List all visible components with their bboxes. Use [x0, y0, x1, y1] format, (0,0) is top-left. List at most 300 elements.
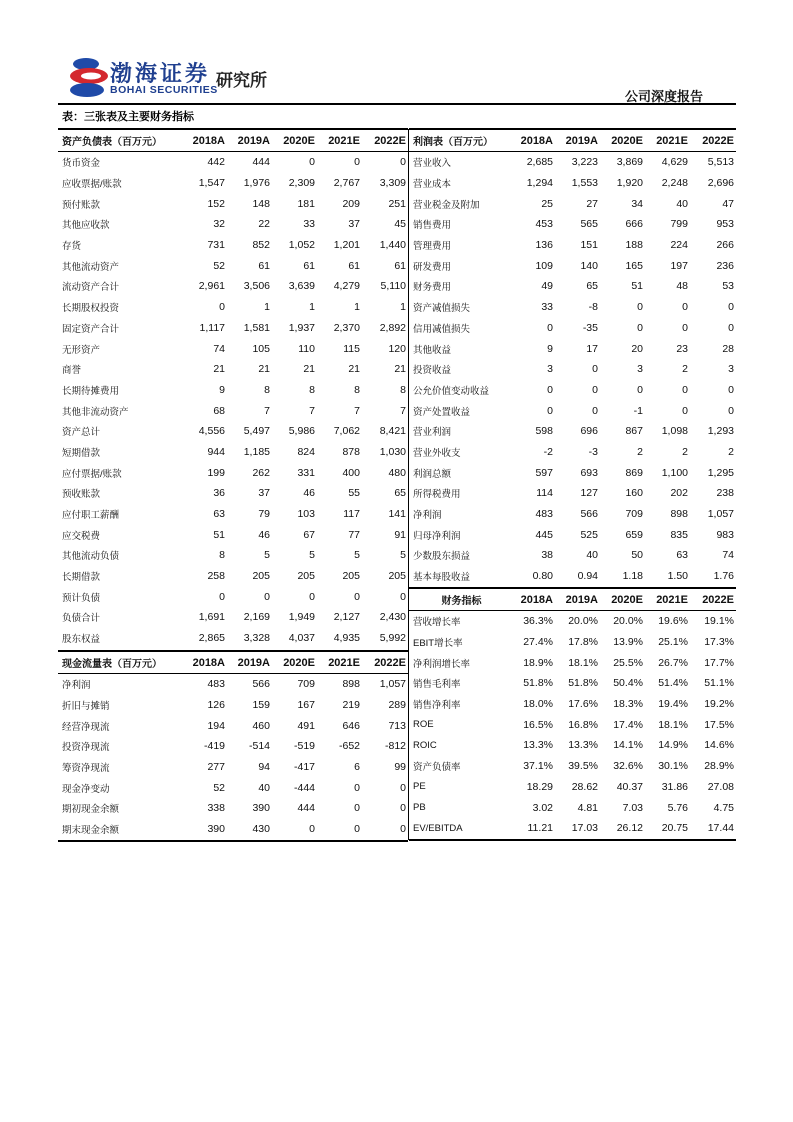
- cell-value: 0: [547, 404, 553, 417]
- cell-value: -652: [338, 740, 360, 753]
- cell-value: 55: [348, 487, 360, 500]
- cell-value: 0.80: [532, 570, 553, 583]
- cell-value: 16.8%: [568, 718, 598, 731]
- cell-value: 566: [252, 678, 270, 691]
- cell-value: 20.0%: [613, 615, 643, 628]
- cell-value: 141: [388, 508, 406, 521]
- cell-value: 390: [182, 819, 227, 841]
- table-row: [58, 674, 408, 695]
- cell-value: 0: [400, 156, 406, 169]
- cell-value: 3: [637, 363, 643, 376]
- cell-value: 3,506: [243, 280, 270, 293]
- year-header: 2022E: [362, 651, 408, 674]
- cell-value: 0: [309, 156, 315, 169]
- cell-value: 91: [394, 528, 406, 541]
- year-header: 2021E: [645, 129, 690, 152]
- cell-value: 61: [348, 259, 360, 272]
- cell-value: 205: [252, 570, 270, 583]
- cell-value: 33: [541, 301, 553, 314]
- cell-value: 152: [207, 197, 225, 210]
- cell-value: 1,030: [379, 445, 406, 458]
- cell-value: 18.9%: [523, 656, 553, 669]
- cell-value: 251: [388, 197, 406, 210]
- cell-value: 46: [303, 487, 315, 500]
- cell-value: 2,430: [379, 611, 406, 624]
- cell-value: 28.62: [571, 780, 598, 793]
- table-title: 表：三张表及主要财务指标: [62, 110, 194, 123]
- cell-value: 8: [354, 383, 360, 396]
- cell-value: 898: [670, 508, 688, 521]
- cell-value: 103: [297, 508, 315, 521]
- cell-value: 19.4%: [658, 698, 688, 711]
- cell-value: 3,223: [571, 156, 598, 169]
- cell-value: 799: [670, 218, 688, 231]
- row-label: 期末现金余额: [58, 819, 182, 841]
- cell-value: 53: [722, 280, 734, 293]
- cell-value: 40: [586, 549, 598, 562]
- cell-value: 2,767: [333, 177, 360, 190]
- cell-value: 1,057: [707, 508, 734, 521]
- cell-value: 453: [535, 218, 553, 231]
- table-row: [409, 777, 736, 798]
- cell-value: 110: [298, 342, 315, 355]
- cell-value: 338: [207, 802, 225, 815]
- table-row: [409, 442, 736, 463]
- cell-value: 209: [342, 197, 360, 210]
- cell-value: 824: [297, 445, 315, 458]
- cell-value: 8: [264, 383, 270, 396]
- cell-value: 2,961: [198, 280, 225, 293]
- cell-value: 1,691: [198, 611, 225, 624]
- cell-value: 1,185: [243, 445, 270, 458]
- year-header: 2019A: [555, 588, 600, 611]
- cell-value: 7: [354, 404, 360, 417]
- cell-value: 1,440: [379, 239, 406, 252]
- cell-value: 19.1%: [704, 615, 734, 628]
- cell-value: 3: [728, 363, 734, 376]
- row-label: ROIC: [413, 739, 437, 751]
- cell-value: 31.86: [661, 780, 688, 793]
- table-row: [409, 714, 736, 735]
- cell-value: 442: [207, 156, 225, 169]
- table-row: [58, 736, 408, 757]
- cell-value: 160: [625, 487, 643, 500]
- cell-value: 205: [297, 570, 315, 583]
- cell-value: -514: [248, 740, 270, 753]
- cell-value: 205: [388, 570, 406, 583]
- row-label: 股东权益: [62, 634, 101, 646]
- row-label: EV/EBITDA: [409, 818, 510, 840]
- cell-value: 646: [342, 719, 360, 732]
- cell-value: 7.03: [622, 801, 643, 814]
- cell-value: 0: [682, 301, 688, 314]
- cell-value: 1,293: [707, 425, 734, 438]
- cell-value: 49: [541, 280, 553, 293]
- row-label: 资产总计: [62, 427, 101, 439]
- cell-value: 0: [682, 321, 688, 334]
- ratios-header-row: [409, 588, 736, 611]
- table-row: [58, 566, 408, 587]
- cell-value: 2: [728, 445, 734, 458]
- cell-value: 50: [631, 549, 643, 562]
- brand-name-cn: 渤海证券: [110, 61, 211, 87]
- cell-value: 26.7%: [658, 656, 688, 669]
- cell-value: 28.9%: [704, 760, 734, 773]
- cell-value: -35: [582, 321, 598, 334]
- cell-value: 65: [586, 280, 598, 293]
- cell-value: 2,169: [243, 611, 270, 624]
- cell-value: 1,201: [333, 239, 360, 252]
- balance-sheet-table: [58, 128, 408, 649]
- cell-value: 20: [631, 342, 643, 355]
- cell-value: 52: [213, 781, 225, 794]
- cell-value: 61: [394, 259, 406, 272]
- cell-value: 1,057: [379, 678, 406, 691]
- row-label: 投资收益: [413, 365, 452, 377]
- cell-value: 148: [252, 197, 270, 210]
- cell-value: 1.76: [713, 570, 734, 583]
- section-title: 利润表（百万元）: [409, 129, 510, 152]
- table-row: [409, 632, 736, 653]
- cell-value: 2: [682, 445, 688, 458]
- cell-value: 483: [207, 678, 225, 691]
- cell-value: 51.8%: [568, 677, 598, 690]
- cell-value: 224: [670, 239, 688, 252]
- table-row: [409, 524, 736, 545]
- cell-value: 1,052: [288, 239, 315, 252]
- table-row: [409, 214, 736, 235]
- cell-value: 37.1%: [523, 760, 553, 773]
- cell-value: 74: [213, 342, 225, 355]
- row-label: 长期股权投资: [62, 303, 120, 315]
- cell-value: 8: [219, 549, 225, 562]
- cell-value: 400: [342, 466, 360, 479]
- balance-sheet-header-row: [58, 129, 408, 152]
- cell-value: 2,370: [333, 321, 360, 334]
- year-header: 2019A: [227, 651, 272, 674]
- cell-value: 38: [541, 549, 553, 562]
- cell-value: 17.44: [690, 818, 736, 840]
- cell-value: 0: [682, 383, 688, 396]
- table-row: [409, 193, 736, 214]
- cell-value: 1,976: [243, 177, 270, 190]
- cell-value: 197: [670, 259, 688, 272]
- table-row: [409, 504, 736, 525]
- cell-value: 258: [207, 570, 225, 583]
- cell-value: 2: [682, 363, 688, 376]
- cell-value: 7: [309, 404, 315, 417]
- row-label: 资产减值损失: [413, 303, 471, 315]
- cell-value: 238: [716, 487, 734, 500]
- row-label: 净利润: [413, 510, 442, 522]
- cell-value: 36: [213, 487, 225, 500]
- row-label: 长期待摊费用: [62, 385, 120, 397]
- table-row: [58, 193, 408, 214]
- cell-value: 25: [541, 197, 553, 210]
- table-row: [409, 255, 736, 276]
- table-row: [58, 545, 408, 566]
- cell-value: 0: [354, 781, 360, 794]
- cell-value: 13.3%: [523, 739, 553, 752]
- row-label: 营收增长率: [413, 617, 461, 629]
- cell-value: 19.6%: [658, 615, 688, 628]
- cell-value: 4,037: [288, 632, 315, 645]
- cell-value: 120: [388, 342, 406, 355]
- cell-value: 869: [625, 466, 643, 479]
- cell-value: 0: [219, 301, 225, 314]
- table-row: [409, 380, 736, 401]
- cell-value: 1,937: [288, 321, 315, 334]
- cell-value: 0: [637, 321, 643, 334]
- cell-value: 5: [264, 549, 270, 562]
- cell-value: 4,935: [333, 632, 360, 645]
- table-row: [58, 757, 408, 778]
- cell-value: 666: [625, 218, 643, 231]
- row-label: 现金净变动: [62, 783, 110, 795]
- cell-value: 33: [303, 218, 315, 231]
- cell-value: 181: [297, 197, 315, 210]
- cell-value: 1,547: [198, 177, 225, 190]
- cell-value: 127: [580, 487, 598, 500]
- cell-value: 47: [722, 197, 734, 210]
- cell-value: 65: [394, 487, 406, 500]
- cell-value: 21: [213, 363, 225, 376]
- cell-value: 0: [637, 383, 643, 396]
- cell-value: 51.8%: [523, 677, 553, 690]
- table-row: [409, 421, 736, 442]
- cell-value: 0: [354, 590, 360, 603]
- cell-value: 0: [354, 156, 360, 169]
- cell-value: 5: [309, 549, 315, 562]
- column-divider: [408, 129, 409, 840]
- cell-value: 205: [342, 570, 360, 583]
- cell-value: 13.9%: [613, 636, 643, 649]
- cell-value: 40: [258, 781, 270, 794]
- row-label: 净利润: [62, 680, 91, 692]
- cell-value: 0: [728, 383, 734, 396]
- cell-value: 1,920: [616, 177, 643, 190]
- cell-value: 566: [580, 508, 598, 521]
- cell-value: 0: [592, 363, 598, 376]
- row-label: 其他非流动资产: [62, 406, 129, 418]
- row-label: 应付职工薪酬: [62, 510, 120, 522]
- cell-value: 0: [400, 590, 406, 603]
- cell-value: 109: [535, 259, 553, 272]
- cell-value: 46: [258, 528, 270, 541]
- cell-value: 0: [354, 802, 360, 815]
- cell-value: 5: [354, 549, 360, 562]
- table-row: [58, 235, 408, 256]
- cell-value: 30.1%: [658, 760, 688, 773]
- cell-value: 51: [213, 528, 225, 541]
- cell-value: 944: [207, 445, 225, 458]
- cell-value: 898: [342, 678, 360, 691]
- cell-value: 7: [264, 404, 270, 417]
- cell-value: 2,309: [288, 177, 315, 190]
- row-label: 财务费用: [413, 282, 452, 294]
- table-row: [409, 797, 736, 818]
- cell-value: 5.76: [667, 801, 688, 814]
- table-row: [409, 566, 736, 587]
- table-row: [409, 359, 736, 380]
- cell-value: 236: [716, 259, 734, 272]
- row-label: 其他收益: [413, 344, 452, 356]
- cell-value: 731: [207, 239, 225, 252]
- report-type-label: 公司深度报告: [625, 90, 704, 105]
- cell-value: 709: [297, 678, 315, 691]
- cell-value: 20.75: [645, 818, 690, 840]
- row-label: 存货: [62, 241, 82, 253]
- cash-flow-table: [58, 650, 408, 842]
- row-label: 负债合计: [62, 613, 101, 625]
- cell-value: -1: [633, 404, 643, 417]
- table-row: [58, 276, 408, 297]
- year-header: 2022E: [690, 129, 736, 152]
- cell-value: 14.9%: [658, 739, 688, 752]
- cell-value: 159: [252, 699, 270, 712]
- cell-value: -8: [588, 301, 598, 314]
- cell-value: 5,513: [707, 156, 734, 169]
- cell-value: 4,279: [333, 280, 360, 293]
- cell-value: -2: [543, 445, 553, 458]
- cell-value: 262: [252, 466, 270, 479]
- cell-value: 17.4%: [613, 718, 643, 731]
- bohai-logo-icon: [66, 54, 110, 100]
- cell-value: 165: [625, 259, 643, 272]
- row-label: PE: [413, 781, 426, 793]
- row-label: 所得税费用: [413, 489, 461, 501]
- table-row: [58, 421, 408, 442]
- cell-value: 598: [535, 425, 553, 438]
- cell-value: 51.1%: [704, 677, 734, 690]
- table-row: [58, 715, 408, 736]
- cell-value: 19.2%: [704, 698, 734, 711]
- cell-value: 5: [400, 549, 406, 562]
- cell-value: 45: [394, 218, 406, 231]
- cell-value: 40: [676, 197, 688, 210]
- cell-value: 61: [303, 259, 315, 272]
- cell-value: 331: [297, 466, 315, 479]
- cell-value: 0: [264, 590, 270, 603]
- cell-value: 8: [400, 383, 406, 396]
- row-label: 信用减值损失: [413, 323, 471, 335]
- cell-value: 1,581: [243, 321, 270, 334]
- cell-value: 7,062: [333, 425, 360, 438]
- row-label: 利润总额: [413, 468, 452, 480]
- row-label: 净利润增长率: [413, 658, 471, 670]
- cell-value: 17.5%: [704, 718, 734, 731]
- cell-value: 18.3%: [613, 698, 643, 711]
- cell-value: 3.02: [532, 801, 553, 814]
- table-row: [409, 735, 736, 756]
- cell-value: 1,117: [199, 321, 225, 334]
- table-row: [409, 545, 736, 566]
- cell-value: 51: [631, 280, 643, 293]
- row-label: 营业税金及附加: [413, 199, 480, 211]
- cell-value: 140: [580, 259, 598, 272]
- table-row: [409, 173, 736, 194]
- cell-value: 99: [394, 761, 406, 774]
- cell-value: 34: [631, 197, 643, 210]
- cell-value: 188: [625, 239, 643, 252]
- cell-value: 94: [258, 761, 270, 774]
- cell-value: 167: [297, 699, 315, 712]
- cell-value: 17.7%: [704, 656, 734, 669]
- cell-value: 867: [625, 425, 643, 438]
- row-label: 资产负债率: [413, 762, 461, 774]
- cell-value: 79: [258, 508, 270, 521]
- cell-value: 878: [342, 445, 360, 458]
- cell-value: 693: [580, 466, 598, 479]
- year-header: 2018A: [182, 651, 227, 674]
- cell-value: 3,309: [379, 177, 406, 190]
- row-label: 公允价值变动收益: [413, 385, 490, 397]
- row-label: 应交税费: [62, 530, 101, 542]
- cell-value: 21: [303, 363, 315, 376]
- cell-value: 0: [309, 590, 315, 603]
- table-row: [58, 214, 408, 235]
- cell-value: -417: [293, 761, 315, 774]
- cell-value: 202: [670, 487, 688, 500]
- row-label: 归母净利润: [413, 530, 461, 542]
- table-row: [409, 318, 736, 339]
- year-header: 2020E: [272, 129, 317, 152]
- table-row: [58, 338, 408, 359]
- year-header: 2020E: [600, 129, 645, 152]
- cell-value: 8,421: [379, 425, 406, 438]
- cell-value: 483: [535, 508, 553, 521]
- header-rule: [58, 103, 736, 105]
- cell-value: 14.1%: [613, 739, 643, 752]
- cell-value: 21: [348, 363, 360, 376]
- table-row: [58, 798, 408, 819]
- cell-value: 852: [252, 239, 270, 252]
- cell-value: 37: [258, 487, 270, 500]
- year-header: 2018A: [182, 129, 227, 152]
- row-label: 固定资产合计: [62, 323, 120, 335]
- year-header: 2022E: [690, 588, 736, 611]
- table-row: [409, 673, 736, 694]
- cell-value: 114: [536, 487, 553, 500]
- row-label: 销售费用: [413, 220, 452, 232]
- cell-value: 18.29: [526, 780, 553, 793]
- cell-value: 2: [637, 445, 643, 458]
- row-label: 预计负债: [62, 592, 101, 604]
- cell-value: 32.6%: [613, 760, 643, 773]
- cell-value: 63: [213, 508, 225, 521]
- table-row: [409, 462, 736, 483]
- cell-value: 105: [252, 342, 270, 355]
- cell-value: 52: [213, 259, 225, 272]
- cell-value: 4.81: [577, 801, 598, 814]
- row-label: 研发费用: [413, 261, 452, 273]
- year-header: 2018A: [510, 588, 555, 611]
- row-label: 营业利润: [413, 427, 452, 439]
- cell-value: 27: [586, 197, 598, 210]
- row-label: 流动资产合计: [62, 282, 120, 294]
- row-label: PB: [413, 802, 426, 814]
- year-header: 2019A: [555, 129, 600, 152]
- cell-value: 13.3%: [568, 739, 598, 752]
- table-row: [58, 255, 408, 276]
- row-label: EBIT增长率: [413, 638, 463, 650]
- table-row: [409, 756, 736, 777]
- row-label: 其他应收款: [62, 220, 110, 232]
- table-row: [409, 694, 736, 715]
- table-row: [58, 819, 408, 841]
- row-label: 销售毛利率: [413, 679, 461, 691]
- cell-value: 835: [670, 528, 688, 541]
